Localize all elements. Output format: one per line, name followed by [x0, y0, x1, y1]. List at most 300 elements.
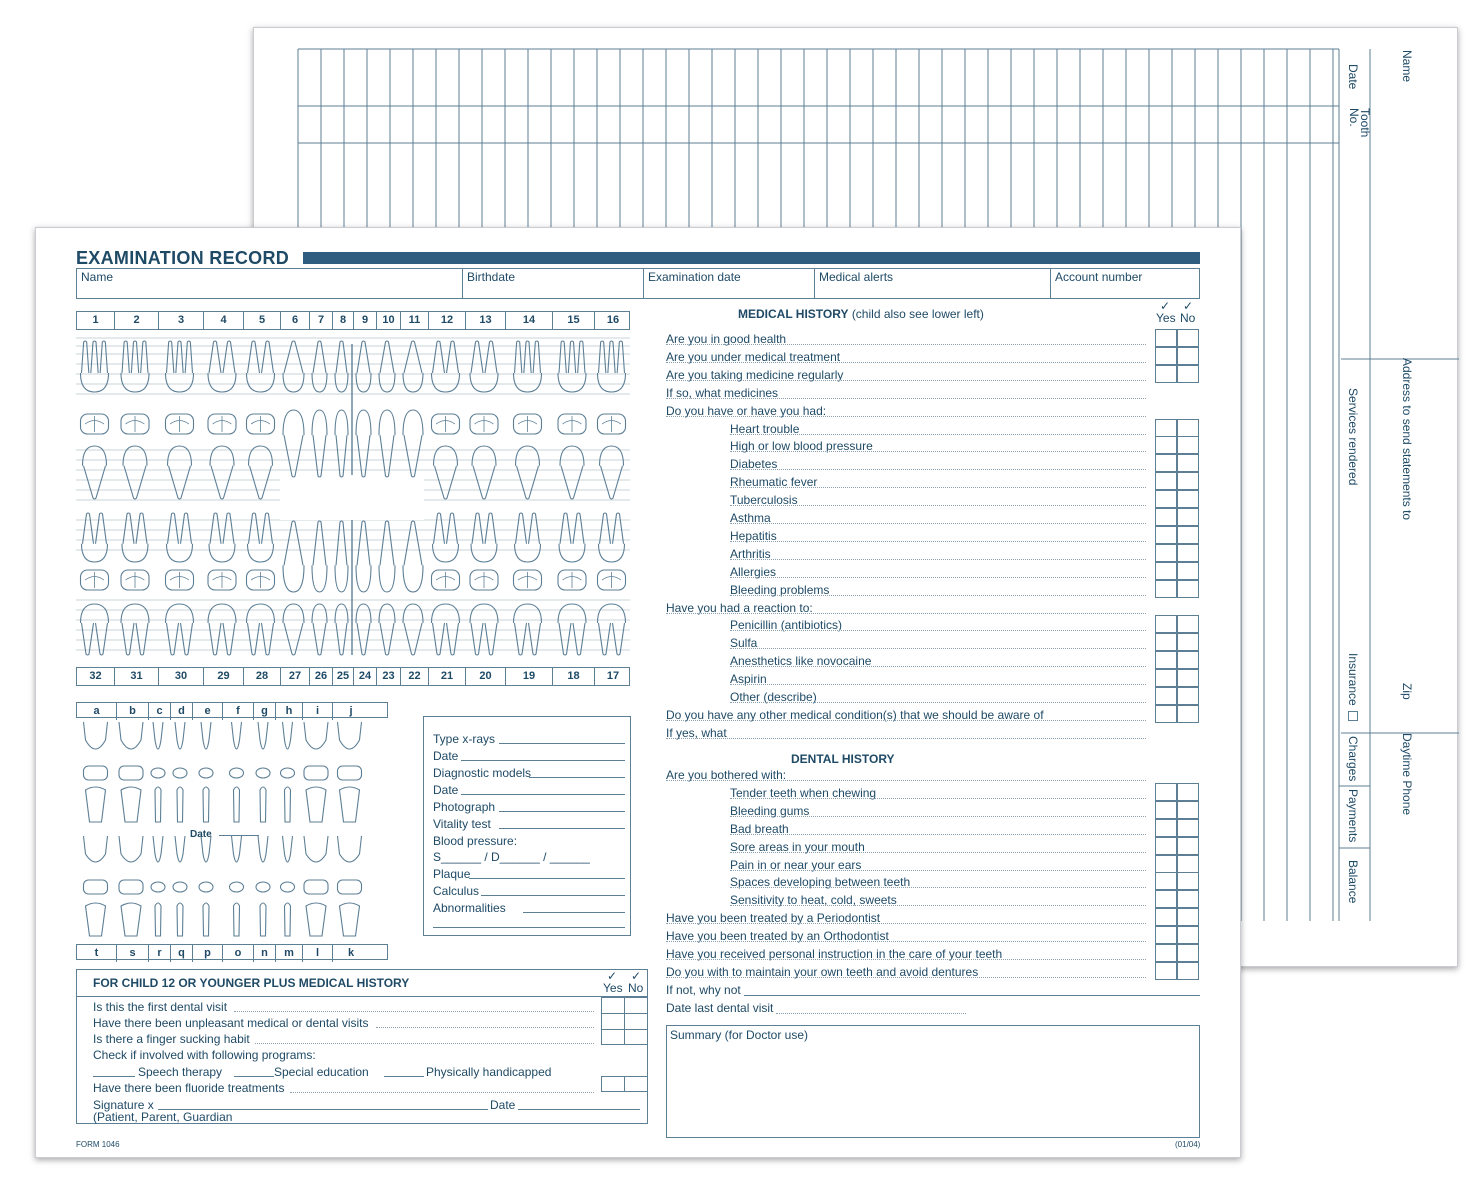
primary-letter-b: b — [116, 703, 148, 720]
medical-yes-box-17[interactable] — [1155, 633, 1177, 651]
medical-yes-box-11[interactable] — [1155, 526, 1177, 544]
medical-no-box-8[interactable] — [1177, 472, 1199, 490]
medical-yes-box-5[interactable] — [1155, 419, 1177, 437]
medical-heading-note: (child also see lower left) — [851, 307, 984, 321]
medical-question-18: Anesthetics like novocaine — [730, 654, 872, 669]
medical-yes-box-12[interactable] — [1155, 544, 1177, 562]
medical-yes-box-1[interactable] — [1155, 347, 1177, 365]
lower-tooth-24-buccal[interactable] — [356, 604, 371, 655]
dental-question-5: Pain in or near your ears — [730, 857, 862, 872]
insurance-checkbox[interactable] — [1348, 711, 1358, 721]
dental-yes-box-2[interactable] — [1155, 801, 1177, 819]
dental-no-box-9[interactable] — [1177, 926, 1199, 944]
birthdate-field[interactable] — [462, 269, 643, 298]
tooth-number-8: 8 — [332, 312, 353, 329]
upper-tooth-11-lingual[interactable] — [403, 410, 423, 477]
lower-tooth-30-occlusal[interactable] — [166, 570, 194, 590]
upper-tooth-2-occlusal[interactable] — [121, 414, 149, 434]
lower-tooth-27-lingual[interactable] — [283, 521, 304, 592]
medical-question-2: Are you taking medicine regularly — [666, 367, 844, 382]
medical-question-leader-4 — [666, 416, 1146, 417]
upper-tooth-8-lingual[interactable] — [335, 410, 348, 477]
lower-tooth-20-buccal[interactable] — [470, 604, 498, 655]
lower-tooth-17-buccal[interactable] — [598, 604, 626, 655]
medical-question-11: Hepatitis — [730, 528, 777, 543]
dental-question-leader-8 — [666, 923, 1146, 924]
lower-tooth-30-buccal[interactable] — [166, 604, 194, 655]
medical-question-leader-10 — [730, 523, 1146, 524]
xray-extra-line[interactable] — [433, 927, 625, 928]
medical-question-leader-21 — [666, 720, 1146, 721]
medical-question-5: Heart trouble — [730, 421, 800, 436]
dental-no-box-8[interactable] — [1177, 908, 1199, 926]
medical-yes-box-20[interactable] — [1155, 687, 1177, 705]
dental-no-box-1[interactable] — [1177, 783, 1199, 801]
medical-no-label: No — [1180, 311, 1196, 325]
medical-no-box-1[interactable] — [1177, 347, 1199, 365]
dental-question-leader-11 — [666, 977, 1146, 978]
dental-question-leader-4 — [730, 852, 1146, 853]
lower-tooth-25-lingual[interactable] — [335, 521, 348, 592]
tooth-number-23: 23 — [376, 668, 400, 685]
primary-tooth-f[interactable] — [230, 722, 244, 822]
xray-item-line-8[interactable] — [469, 878, 625, 879]
lower-tooth-21-buccal[interactable] — [432, 604, 460, 655]
medical-no-box-14[interactable] — [1177, 580, 1199, 598]
dental-no-box-4[interactable] — [1177, 837, 1199, 855]
medical-yes-box-18[interactable] — [1155, 651, 1177, 669]
lower-tooth-31-buccal[interactable] — [121, 604, 149, 655]
dental-yes-box-8[interactable] — [1155, 908, 1177, 926]
primary-letter-k: k — [332, 945, 369, 962]
upper-tooth-13-occlusal[interactable] — [470, 414, 498, 434]
lower-tooth-19-occlusal[interactable] — [514, 570, 542, 590]
medical-question-21: Do you have any other medical condition(s) that we should be aware of — [666, 707, 1044, 722]
lower-tooth-22-lingual[interactable] — [403, 521, 423, 592]
tooth-number-24: 24 — [353, 668, 376, 685]
dental-yes-box-3[interactable] — [1155, 819, 1177, 837]
lower-tooth-31-occlusal[interactable] — [121, 570, 149, 590]
primary-date-label: Date — [190, 829, 212, 840]
lower-tooth-24-lingual[interactable] — [356, 521, 371, 592]
dental-question-4: Sore areas in your mouth — [730, 839, 865, 854]
medical-yes-box-6[interactable] — [1155, 436, 1177, 454]
signature-date-line[interactable] — [518, 1109, 640, 1110]
medical-question-leader-17 — [730, 648, 1146, 649]
primary-letter-h: h — [275, 703, 302, 720]
medical-question-leader-0 — [666, 344, 1146, 345]
handicapped-line[interactable] — [384, 1076, 424, 1077]
xray-item-line-3[interactable] — [461, 794, 625, 795]
primary-tooth-m[interactable] — [281, 836, 295, 936]
primary-tooth-n[interactable] — [256, 836, 270, 936]
tooth-number-6: 6 — [280, 312, 309, 329]
primary-tooth-k[interactable] — [338, 836, 362, 936]
medical-no-box-19[interactable] — [1177, 669, 1199, 687]
medical-no-box-11[interactable] — [1177, 526, 1199, 544]
dental-yes-box-7[interactable] — [1155, 890, 1177, 908]
tooth-number-3: 3 — [158, 312, 203, 329]
chart-center-gap — [280, 475, 424, 520]
medical-question-leader-5 — [730, 434, 1146, 435]
medical-question-0: Are you in good health — [666, 332, 787, 346]
dental-yes-box-6[interactable] — [1155, 872, 1177, 890]
primary-tooth-p[interactable] — [199, 836, 213, 936]
dental-no-box-6[interactable] — [1177, 872, 1199, 890]
ledger-name-label: Name — [1400, 50, 1414, 83]
dental-no-box-3[interactable] — [1177, 819, 1199, 837]
xray-item-line-0[interactable] — [499, 743, 625, 744]
medical-question-leader-3 — [666, 398, 1146, 399]
lower-tooth-23-buccal[interactable] — [379, 604, 395, 655]
dental-question-leader-12 — [744, 995, 1200, 996]
child-q2-leader — [376, 1027, 594, 1028]
medical-yes-box-2[interactable] — [1155, 365, 1177, 383]
medical-question-12: Arthritis — [730, 546, 771, 561]
primary-letter-o: o — [222, 945, 253, 962]
upper-tooth-3-occlusal[interactable] — [166, 414, 194, 434]
medical-no-check-icon: ✓ — [1183, 299, 1194, 313]
lower-tooth-32-buccal[interactable] — [81, 604, 109, 655]
primary-letter-d: d — [170, 703, 192, 720]
lower-tooth-18-buccal[interactable] — [558, 604, 586, 655]
dental-yes-box-11[interactable] — [1155, 962, 1177, 980]
ledger-payments-label: Payments — [1346, 789, 1360, 843]
tooth-number-25: 25 — [332, 668, 353, 685]
medical-question-20: Other (describe) — [730, 690, 817, 704]
primary-tooth-chart[interactable] — [76, 718, 388, 943]
dental-yes-box-4[interactable] — [1155, 837, 1177, 855]
upper-tooth-4-lingual[interactable] — [210, 446, 234, 499]
primary-tooth-a[interactable] — [84, 722, 108, 822]
child-yes-check-icon: ✓ — [607, 969, 618, 983]
tooth-number-28: 28 — [243, 668, 280, 685]
child-grid-hdivider-1 — [601, 1013, 648, 1014]
upper-tooth-14-lingual[interactable] — [516, 446, 540, 499]
medical-question-leader-11 — [730, 541, 1146, 542]
tooth-number-1: 1 — [92, 314, 99, 326]
medical-no-box-2[interactable] — [1177, 365, 1199, 383]
primary-tooth-h[interactable] — [281, 722, 295, 822]
medical-question-8: Rheumatic fever — [730, 475, 818, 490]
primary-tooth-t[interactable] — [84, 836, 108, 936]
medical-yes-box-13[interactable] — [1155, 562, 1177, 580]
primary-tooth-e[interactable] — [199, 722, 213, 822]
medical-question-10: Asthma — [730, 511, 771, 525]
tooth-number-30: 30 — [158, 668, 203, 685]
dental-yes-box-1[interactable] — [1155, 783, 1177, 801]
lower-tooth-25-buccal[interactable] — [335, 604, 348, 655]
primary-letter-g: g — [253, 703, 275, 720]
primary-letter-s: s — [116, 945, 148, 962]
medical-question-19: Aspirin — [730, 672, 767, 687]
medical-no-box-20[interactable] — [1177, 687, 1199, 705]
name-field[interactable] — [77, 269, 463, 298]
primary-tooth-d[interactable] — [173, 722, 187, 822]
medical-question-13: Allergies — [730, 564, 777, 579]
upper-tooth-1-occlusal[interactable] — [81, 414, 109, 434]
upper-tooth-9-lingual[interactable] — [356, 410, 371, 477]
ledger-services-label: Services rendered — [1346, 388, 1360, 486]
upper-tooth-5-lingual[interactable] — [249, 446, 273, 499]
dental-no-box-5[interactable] — [1177, 855, 1199, 873]
medical-no-box-7[interactable] — [1177, 454, 1199, 472]
tooth-number-20: 20 — [465, 668, 505, 685]
primary-letter-r: r — [148, 945, 170, 962]
dental-question-leader-9 — [666, 941, 1146, 942]
medical-yes-box-7[interactable] — [1155, 454, 1177, 472]
upper-tooth-numbers — [76, 311, 630, 330]
primary-letter-a: a — [93, 705, 100, 717]
lower-tooth-19-buccal[interactable] — [514, 604, 542, 655]
xray-item-1: Date — [433, 749, 459, 763]
primary-letter-f: f — [222, 703, 253, 720]
upper-tooth-15-occlusal[interactable] — [558, 414, 586, 434]
lower-tooth-22-buccal[interactable] — [403, 604, 423, 655]
dental-question-leader-5 — [730, 870, 1146, 871]
medical-question-leader-6 — [730, 451, 1146, 452]
xray-item-6: Blood pressure: — [433, 834, 518, 848]
lower-tooth-26-buccal[interactable] — [312, 604, 327, 655]
medical-no-box-17[interactable] — [1177, 633, 1199, 651]
primary-tooth-s[interactable] — [119, 836, 143, 936]
dental-question-9: Have you been treated by an Orthodontist — [666, 929, 889, 944]
child-q2: Have there been unpleasant medical or dental visits — [93, 1016, 369, 1030]
dental-no-box-10[interactable] — [1177, 944, 1199, 962]
medical-no-box-0[interactable] — [1177, 329, 1199, 347]
primary-letter-t: t — [94, 947, 99, 959]
exam-date-field-label: Examination date — [648, 270, 741, 284]
child-grid-hdivider-2 — [601, 1029, 648, 1030]
primary-tooth-o[interactable] — [230, 836, 244, 936]
upper-tooth-4-occlusal[interactable] — [208, 414, 236, 434]
primary-letter-e: e — [192, 703, 222, 720]
tooth-number-14: 14 — [505, 312, 552, 329]
upper-tooth-14-occlusal[interactable] — [514, 414, 542, 434]
upper-tooth-6-lingual[interactable] — [283, 410, 304, 477]
child-heading: FOR CHILD 12 OR YOUNGER PLUS MEDICAL HISTORY — [93, 976, 410, 990]
tooth-number-10: 10 — [376, 312, 400, 329]
xray-item-line-9[interactable] — [481, 895, 625, 896]
program-speech: Speech therapy — [138, 1065, 223, 1079]
medical-no-box-16[interactable] — [1177, 615, 1199, 633]
tooth-number-19: 19 — [505, 668, 552, 685]
lower-tooth-23-lingual[interactable] — [379, 521, 395, 592]
upper-tooth-16-occlusal[interactable] — [598, 414, 626, 434]
primary-tooth-i[interactable] — [304, 722, 328, 822]
primary-tooth-c[interactable] — [151, 722, 165, 822]
medical-yes-check-icon: ✓ — [1160, 299, 1171, 313]
upper-tooth-13-lingual[interactable] — [472, 446, 496, 499]
medical-question-4: Do you have or have you had: — [666, 403, 827, 418]
medical-yes-box-14[interactable] — [1155, 580, 1177, 598]
medical-question-9: Tuberculosis — [730, 493, 798, 508]
dental-no-box-7[interactable] — [1177, 890, 1199, 908]
medical-question-3: If so, what medicines — [666, 385, 779, 400]
upper-tooth-12-lingual[interactable] — [434, 446, 458, 499]
child-q1-leader — [234, 1011, 594, 1012]
medical-no-box-10[interactable] — [1177, 508, 1199, 526]
medical-yes-box-10[interactable] — [1155, 508, 1177, 526]
primary-letter-l: l — [302, 945, 332, 962]
dental-heading: DENTAL HISTORY — [791, 752, 895, 766]
medical-question-1: Are you under medical treatment — [666, 349, 841, 364]
xray-item-line-1[interactable] — [461, 760, 625, 761]
account-number-field[interactable] — [1050, 269, 1200, 298]
medical-no-box-6[interactable] — [1177, 436, 1199, 454]
dental-yes-box-10[interactable] — [1155, 944, 1177, 962]
tooth-number-18: 18 — [552, 668, 594, 685]
medical-question-leader-9 — [730, 505, 1146, 506]
primary-tooth-j[interactable] — [338, 722, 362, 822]
lower-tooth-29-buccal[interactable] — [208, 604, 236, 655]
tooth-number-13: 13 — [465, 312, 505, 329]
primary-letter-j: j — [332, 703, 369, 720]
primary-lower-letters — [76, 944, 388, 960]
medical-yes-box-21[interactable] — [1155, 705, 1177, 723]
upper-tooth-1-lingual[interactable] — [83, 446, 107, 499]
xray-item-5: Vitality test — [433, 817, 491, 831]
signature-label: Signature x — [93, 1098, 154, 1112]
upper-tooth-7-lingual[interactable] — [312, 410, 327, 477]
medical-no-box-21[interactable] — [1177, 705, 1199, 723]
tooth-number-32: 32 — [89, 670, 102, 682]
dental-no-box-11[interactable] — [1177, 962, 1199, 980]
xray-item-line-5[interactable] — [499, 828, 625, 829]
xray-item-line-10[interactable] — [523, 912, 625, 913]
tooth-number-5: 5 — [243, 312, 280, 329]
child-yes-label: Yes — [603, 981, 623, 995]
ledger-balance-label: Balance — [1346, 860, 1360, 904]
medical-question-leader-2 — [666, 380, 1146, 381]
medical-yes-label: Yes — [1156, 311, 1176, 325]
xray-item-line-2[interactable] — [529, 777, 625, 778]
primary-tooth-b[interactable] — [119, 722, 143, 822]
form-number: FORM 1046 — [76, 1140, 120, 1149]
medical-question-leader-15 — [666, 613, 1146, 614]
lower-tooth-28-occlusal[interactable] — [247, 570, 275, 590]
child-q1: Is this the first dental visit — [93, 1000, 228, 1014]
primary-tooth-q[interactable] — [173, 836, 187, 936]
medical-yes-box-9[interactable] — [1155, 490, 1177, 508]
ledger-phone-label: Daytime Phone — [1400, 733, 1414, 816]
lower-tooth-17-occlusal[interactable] — [598, 570, 626, 590]
medical-yes-box-19[interactable] — [1155, 669, 1177, 687]
lower-tooth-20-occlusal[interactable] — [470, 570, 498, 590]
medical-yes-box-0[interactable] — [1155, 329, 1177, 347]
primary-tooth-r[interactable] — [151, 836, 165, 936]
dental-question-2: Bleeding gums — [730, 803, 810, 818]
upper-tooth-12-occlusal[interactable] — [432, 414, 460, 434]
upper-tooth-10-lingual[interactable] — [379, 410, 395, 477]
upper-tooth-15-lingual[interactable] — [560, 446, 584, 499]
dental-question-8: Have you been treated by a Periodontist — [666, 911, 881, 926]
ledger-zip-label: Zip — [1400, 683, 1414, 700]
xray-item-line-4[interactable] — [499, 811, 625, 812]
child-q3-leader — [255, 1043, 594, 1044]
child-no-check-icon: ✓ — [631, 969, 642, 983]
dental-question-leader-0 — [666, 780, 1146, 781]
page-title: EXAMINATION RECORD — [76, 248, 290, 268]
dental-no-box-2[interactable] — [1177, 801, 1199, 819]
dental-question-leader-3 — [730, 834, 1146, 835]
permanent-tooth-chart[interactable] — [76, 330, 636, 670]
lower-tooth-29-occlusal[interactable] — [208, 570, 236, 590]
medical-yes-box-8[interactable] — [1155, 472, 1177, 490]
medical-question-leader-20 — [730, 702, 1146, 703]
medical-question-14: Bleeding problems — [730, 582, 830, 597]
medical-question-6: High or low blood pressure — [730, 439, 873, 454]
medical-alerts-field[interactable] — [814, 269, 1050, 298]
ledger-date-label: Date — [1346, 64, 1360, 90]
primary-tooth-l[interactable] — [304, 836, 328, 936]
medical-question-leader-19 — [730, 684, 1146, 685]
program-handicapped: Physically handicapped — [426, 1065, 552, 1079]
lower-tooth-26-lingual[interactable] — [312, 521, 327, 592]
patient-field-row — [76, 268, 1200, 299]
medical-no-box-12[interactable] — [1177, 544, 1199, 562]
medical-yes-box-16[interactable] — [1155, 615, 1177, 633]
dental-question-leader-1 — [730, 798, 1146, 799]
medical-no-box-9[interactable] — [1177, 490, 1199, 508]
dental-question-1: Tender teeth when chewing — [730, 785, 877, 800]
tooth-number-2: 2 — [114, 312, 158, 329]
primary-letter-n: n — [253, 945, 275, 962]
lower-tooth-21-occlusal[interactable] — [432, 570, 460, 590]
signature-date-label: Date — [490, 1098, 516, 1112]
form-revision: (01/04) — [1175, 1140, 1201, 1149]
xray-item-4: Photograph — [433, 800, 496, 814]
tooth-number-12: 12 — [428, 312, 465, 329]
exam-date-field[interactable] — [643, 269, 814, 298]
xray-item-9: Calculus — [433, 884, 480, 898]
medical-no-box-18[interactable] — [1177, 651, 1199, 669]
medical-no-box-13[interactable] — [1177, 562, 1199, 580]
upper-tooth-5-occlusal[interactable] — [247, 414, 275, 434]
primary-upper-letters — [76, 702, 388, 718]
primary-tooth-g[interactable] — [256, 722, 270, 822]
summary-box[interactable] — [666, 1025, 1200, 1138]
child-q5-leader — [290, 1092, 594, 1093]
lower-tooth-32-occlusal[interactable] — [81, 570, 109, 590]
lower-tooth-28-buccal[interactable] — [247, 604, 275, 655]
lower-tooth-18-occlusal[interactable] — [558, 570, 586, 590]
program-special-ed: Special education — [274, 1065, 369, 1079]
dental-yes-box-9[interactable] — [1155, 926, 1177, 944]
tooth-number-16: 16 — [594, 312, 631, 329]
special-ed-line[interactable] — [234, 1076, 274, 1077]
tooth-number-26: 26 — [309, 668, 332, 685]
upper-tooth-3-lingual[interactable] — [168, 446, 192, 499]
dental-question-leader-6 — [730, 887, 1146, 888]
upper-tooth-16-lingual[interactable] — [600, 446, 624, 499]
dental-question-leader-2 — [730, 816, 1146, 817]
medical-question-leader-22 — [666, 738, 1146, 739]
child-no-label: No — [628, 981, 644, 995]
tooth-number-21: 21 — [428, 668, 465, 685]
dental-question-6: Spaces developing between teeth — [730, 875, 911, 890]
tooth-number-31: 31 — [114, 668, 158, 685]
dental-yes-box-5[interactable] — [1155, 855, 1177, 873]
tooth-number-22: 22 — [400, 668, 428, 685]
primary-letter-p: p — [192, 945, 222, 962]
speech-therapy-line[interactable] — [93, 1076, 135, 1077]
medical-no-box-5[interactable] — [1177, 419, 1199, 437]
primary-date-line[interactable] — [219, 835, 259, 836]
medical-question-16: Penicillin (antibiotics) — [730, 618, 843, 633]
lower-tooth-27-buccal[interactable] — [283, 604, 304, 655]
upper-tooth-2-lingual[interactable] — [123, 446, 147, 499]
